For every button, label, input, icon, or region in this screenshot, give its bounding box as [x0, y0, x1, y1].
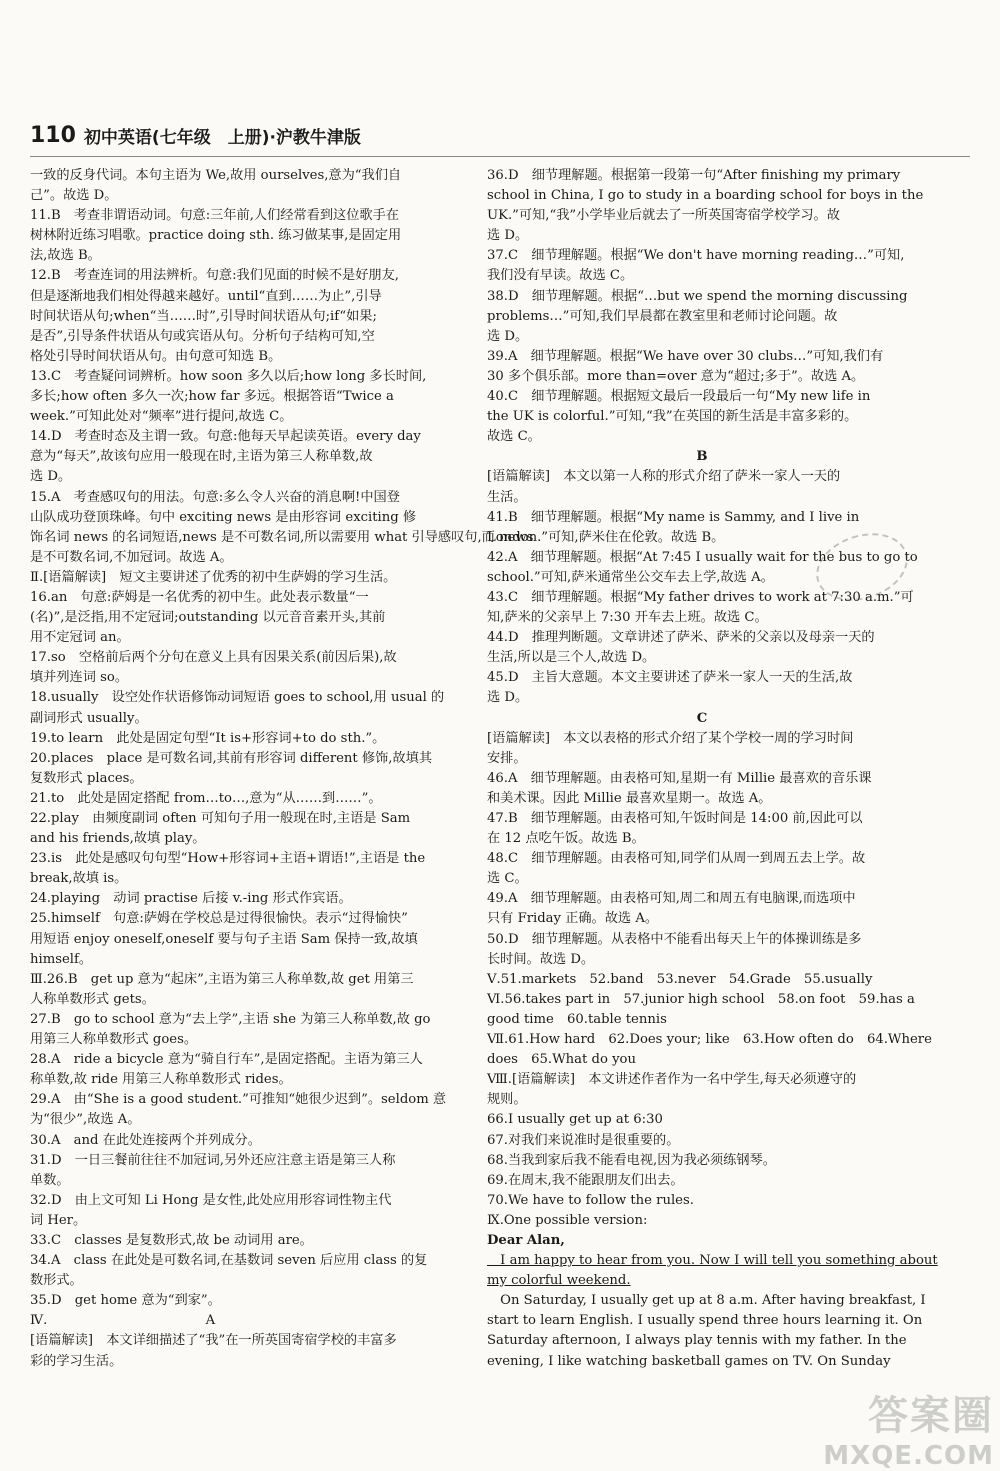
text-line: 多长;how often 多久一次;how far 多远。根据答语“Twice a: [30, 389, 394, 405]
text-line: 12.B 考查连词的用法辨析。句意:我们见面的时候不是好朋友,: [30, 268, 399, 284]
text-line: 45.D 主旨大意题。本文主要讲述了萨米一家人一天的生活,故: [487, 670, 853, 686]
watermark-url: MXQE.COM: [823, 1441, 994, 1471]
text-line: my colorful weekend.: [487, 1273, 631, 1289]
text-line: 30.A and 在此处连接两个并列成分。: [30, 1132, 261, 1148]
text-line: himself。: [30, 951, 93, 967]
text-line: 意为“每天”,故该句应用一般现在时,主语为第三人称单数,故: [30, 449, 373, 465]
text-line: C: [696, 710, 708, 726]
text-line: 用短语 enjoy oneself,oneself 要与句子主语 Sam 保持一致,故填: [30, 931, 418, 947]
text-line: 21.to 此处是固定搭配 from…to…,意为“从……到……”。: [30, 790, 382, 806]
text-line: 在 12 点吃午饭。故选 B。: [487, 831, 645, 847]
text-line: 选 D。: [487, 228, 529, 244]
text-line: 43.C 细节理解题。根据“My father drives to work at 7:30 a.m.”可: [487, 589, 914, 605]
text-line: 选 C。: [487, 871, 528, 887]
right-column: [487, 166, 938, 1372]
text-line: 22.play 由频度副词 often 可知句子用一般现在时,主语是 Sam: [30, 811, 411, 826]
text-line: B: [696, 449, 708, 465]
text-line: 48.C 细节理解题。由表格可知,同学们从周一到周五去上学。故: [487, 851, 866, 867]
text-line: 20.places place 是可数名词,其前有形容词 different 修饰,故填其: [30, 750, 433, 766]
text-line: 37.C 细节理解题。根据“We don't have morning reading…”可知,: [487, 248, 905, 264]
text-line: evening, I like watching basketball games on TV. On Sunday: [487, 1353, 891, 1369]
text-line: 是否”,引导条件状语从句或宾语从句。分析句子结构可知,空: [30, 328, 375, 344]
text-line: 知,萨米的父亲早上 7:30 开车去上班。故选 C。: [487, 610, 768, 626]
text-line: 16.an 句意:萨姆是一名优秀的初中生。此处表示数量“一: [30, 589, 369, 605]
text-line: Ⅶ.61.How hard 62.Does your; like 63.How often do 64.Where: [487, 1032, 932, 1048]
text-line: 38.D 细节理解题。根据“…but we spend the morning discussing: [487, 288, 908, 304]
text-line: 69.在周末,我不能跟朋友们出去。: [487, 1172, 684, 1188]
text-line: problems…”可知,我们早晨都在教室里和老师讨论问题。故: [487, 308, 838, 324]
text-line: school.”可知,萨米通常坐公交车去上学,故选 A。: [487, 569, 774, 585]
text-line: Ⅴ.51.markets 52.band 53.never 54.Grade 55.usually: [487, 971, 873, 987]
text-line: 70.We have to follow the rules.: [487, 1192, 694, 1208]
text-line: school in China, I go to study in a boarding school for boys in the: [487, 188, 924, 204]
text-line: 49.A 细节理解题。由表格可知,周二和周五有电脑课,而选项中: [487, 891, 856, 907]
text-line: 选 D。: [30, 469, 72, 485]
text-line: 长时间。故选 D。: [487, 951, 595, 967]
text-line: 饰名词 news 的名词短语,news 是不可数名词,所以需要用 what 引导感叹句,而 news: [30, 529, 534, 545]
text-line: On Saturday, I usually get up at 8 a.m. After having breakfast, I: [487, 1293, 926, 1309]
text-line: 安排。: [487, 750, 527, 766]
text-line: 32.D 由上文可知 Li Hong 是女性,此处应用形容词性物主代: [30, 1192, 392, 1208]
text-line: 复数形式 places。: [30, 770, 143, 786]
text-line: break,故填 is。: [30, 871, 128, 887]
text-line: 41.B 细节理解题。根据“My name is Sammy, and I live in: [487, 509, 860, 525]
text-line: UK.”可知,“我”小学毕业后就去了一所英国寄宿学校学习。故: [487, 208, 840, 224]
text-line: 彩的学习生活。: [30, 1353, 123, 1369]
text-line: 40.C 细节理解题。根据短文最后一段最后一句“My new life in: [487, 389, 871, 405]
text-line: 我们没有早读。故选 C。: [487, 268, 634, 284]
page-header: [30, 118, 361, 152]
text-line: (名)”,是泛指,用不定冠词;outstanding 以元音音素开头,其前: [30, 610, 386, 626]
text-line: 是不可数名词,不加冠词。故选 A。: [30, 549, 233, 565]
text-line: 15.A 考查感叹句的用法。句意:多么令人兴奋的消息啊!中国登: [30, 489, 400, 505]
text-line: 23.is 此处是感叹句句型“How+形容词+主语+谓语!”,主语是 the: [30, 851, 426, 867]
text-line: 68.当我到家后我不能看电视,因为我必须练钢琴。: [487, 1152, 776, 1168]
text-line: I am happy to hear from you. Now I will tell you something about: [487, 1253, 938, 1269]
text-line: 11.B 考查非谓语动词。句意:三年前,人们经常看到这位歌手在: [30, 208, 399, 224]
text-line: 30 多个俱乐部。more than=over 意为“超过;多于”。故选 A。: [487, 368, 865, 384]
text-line: 44.D 推理判断题。文章讲述了萨米、萨米的父亲以及母亲一天的: [487, 630, 875, 646]
text-line: 14.D 考查时态及主谓一致。句意:他每天早起读英语。every day: [30, 429, 421, 445]
text-line: 47.B 细节理解题。由表格可知,午饭时间是 14:00 前,因此可以: [487, 811, 863, 826]
text-line: 13.C 考查疑问词辨析。how soon 多久以后;how long 多长时间,: [30, 368, 427, 384]
text-line: the UK is colorful.”可知,“我”在英国的新生活是丰富多彩的。: [487, 409, 858, 425]
text-line: 只有 Friday 正确。故选 A。: [487, 911, 659, 927]
text-line: 29.A 由“She is a good student.”可推知“她很少迟到”。seldom 意: [30, 1092, 447, 1108]
text-line: 单数。: [30, 1172, 70, 1188]
text-line: does 65.What do you: [487, 1052, 636, 1068]
text-line: Ⅳ. A: [30, 1313, 216, 1329]
text-line: 法,故选 B。: [30, 248, 101, 264]
text-line: 66.I usually get up at 6:30: [487, 1112, 663, 1128]
text-line: 用第三人称单数形式 goes。: [30, 1032, 198, 1048]
text-line: 生活。: [487, 489, 527, 505]
text-line: [语篇解读] 本文以表格的形式介绍了某个学校一周的学习时间: [487, 730, 854, 746]
text-line: 填并列连词 so。: [30, 670, 129, 686]
text-line: Dear Alan,: [487, 1232, 565, 1248]
text-line: 用不定冠词 an。: [30, 630, 130, 646]
text-line: 25.himself 句意:萨姆在学校总是过得很愉快。表示“过得愉快”: [30, 911, 408, 927]
text-line: 规则。: [487, 1092, 527, 1108]
book-title: 初中英语(七年级 上册)·沪教牛津版: [83, 127, 361, 148]
text-line: 格处引导时间状语从句。由句意可知选 B。: [30, 348, 282, 364]
text-line: and his friends,故填 play。: [30, 831, 206, 847]
text-line: 和美术课。因此 Millie 最喜欢星期一。故选 A。: [487, 790, 772, 806]
header-divider: [30, 156, 970, 157]
text-line: 为“很少”,故选 A。: [30, 1112, 141, 1128]
text-line: 34.A class 在此处是可数名词,在基数词 seven 后应用 class 的复: [30, 1253, 428, 1269]
text-line: 27.B go to school 意为“去上学”,主语 she 为第三人称单数,故 go: [30, 1011, 431, 1027]
text-line: [语篇解读] 本文以第一人称的形式介绍了萨米一家人一天的: [487, 469, 841, 485]
text-line: 46.A 细节理解题。由表格可知,星期一有 Millie 最喜欢的音乐课: [487, 770, 872, 786]
page-number: 110: [30, 122, 76, 148]
text-line: 数形式。: [30, 1273, 83, 1289]
text-line: 31.D 一日三餐前往往不加冠词,另外还应注意主语是第三人称: [30, 1152, 396, 1168]
text-line: 选 D。: [487, 328, 529, 344]
text-line: 33.C classes 是复数形式,故 be 动词用 are。: [30, 1232, 313, 1248]
text-line: 19.to learn 此处是固定句型“It is+形容词+to do sth.”。: [30, 730, 386, 746]
text-line: 18.usually 设空处作状语修饰动词短语 goes to school,用 usual 的: [30, 690, 445, 706]
text-line: 副词形式 usually。: [30, 710, 148, 726]
text-line: 39.A 细节理解题。根据“We have over 30 clubs…”可知,我们有: [487, 348, 884, 364]
text-line: good time 60.table tennis: [487, 1011, 667, 1027]
text-line: 时间状语从句;when“当……时”,引导时间状语从句;if“如果;: [30, 308, 377, 324]
text-line: 词 Her。: [30, 1212, 87, 1228]
text-line: London.”可知,萨米住在伦敦。故选 B。: [487, 529, 725, 545]
text-line: 山队成功登顶珠峰。句中 exciting news 是由形容词 exciting 修: [30, 509, 417, 525]
text-line: 树林附近练习唱歌。practice doing sth. 练习做某事,是固定用: [30, 228, 402, 244]
watermark: [823, 1384, 994, 1471]
text-line: 35.D get home 意为“到家”。: [30, 1293, 221, 1309]
text-line: 称单数,故 ride 用第三人称单数形式 rides。: [30, 1072, 292, 1088]
text-line: 己”。故选 D。: [30, 188, 118, 204]
text-line: 42.A 细节理解题。根据“At 7:45 I usually wait for the bus to go to: [487, 549, 918, 565]
text-line: 28.A ride a bicycle 意为“骑自行车”,是固定搭配。主语为第三人: [30, 1052, 423, 1068]
text-line: start to learn English. I usually spend three hours learning it. On: [487, 1313, 923, 1329]
text-line: week.”可知此处对“频率”进行提问,故选 C。: [30, 409, 293, 425]
text-line: 选 D。: [487, 690, 529, 706]
text-line: Ⅷ.[语篇解读] 本文讲述作者作为一名中学生,每天必须遵守的: [487, 1072, 857, 1088]
text-line: 故选 C。: [487, 429, 541, 445]
text-line: Saturday afternoon, I always play tennis with my father. In the: [487, 1333, 907, 1349]
text-line: [语篇解读] 本文详细描述了“我”在一所英国寄宿学校的丰富多: [30, 1333, 397, 1349]
text-line: 24.playing 动词 practise 后接 v.-ing 形式作宾语。: [30, 891, 352, 907]
text-line: 生活,所以是三个人,故选 D。: [487, 650, 656, 666]
text-line: Ⅱ.[语篇解读] 短文主要讲述了优秀的初中生萨姆的学习生活。: [30, 569, 397, 585]
text-line: 17.so 空格前后两个分句在意义上具有因果关系(前因后果),故: [30, 650, 397, 666]
text-line: 50.D 细节理解题。从表格中不能看出每天上午的体操训练是多: [487, 931, 862, 947]
text-line: 67.对我们来说准时是很重要的。: [487, 1132, 680, 1148]
text-line: 但是逐渐地我们相处得越来越好。until“直到……为止”,引导: [30, 288, 382, 304]
watermark-logo-text: 答案圈: [868, 1393, 994, 1439]
text-line: Ⅵ.56.takes part in 57.junior high school 58.on foot 59.has a: [487, 991, 915, 1007]
text-line: 36.D 细节理解题。根据第一段第一句“After finishing my primary: [487, 168, 901, 183]
text-line: 人称单数形式 gets。: [30, 991, 155, 1007]
text-line: 一致的反身代词。本句主语为 We,故用 ourselves,意为“我们自: [30, 168, 402, 183]
text-line: Ⅲ.26.B get up 意为“起床”,主语为第三人称单数,故 get 用第三: [30, 971, 414, 987]
text-line: Ⅸ.One possible version:: [487, 1212, 648, 1228]
